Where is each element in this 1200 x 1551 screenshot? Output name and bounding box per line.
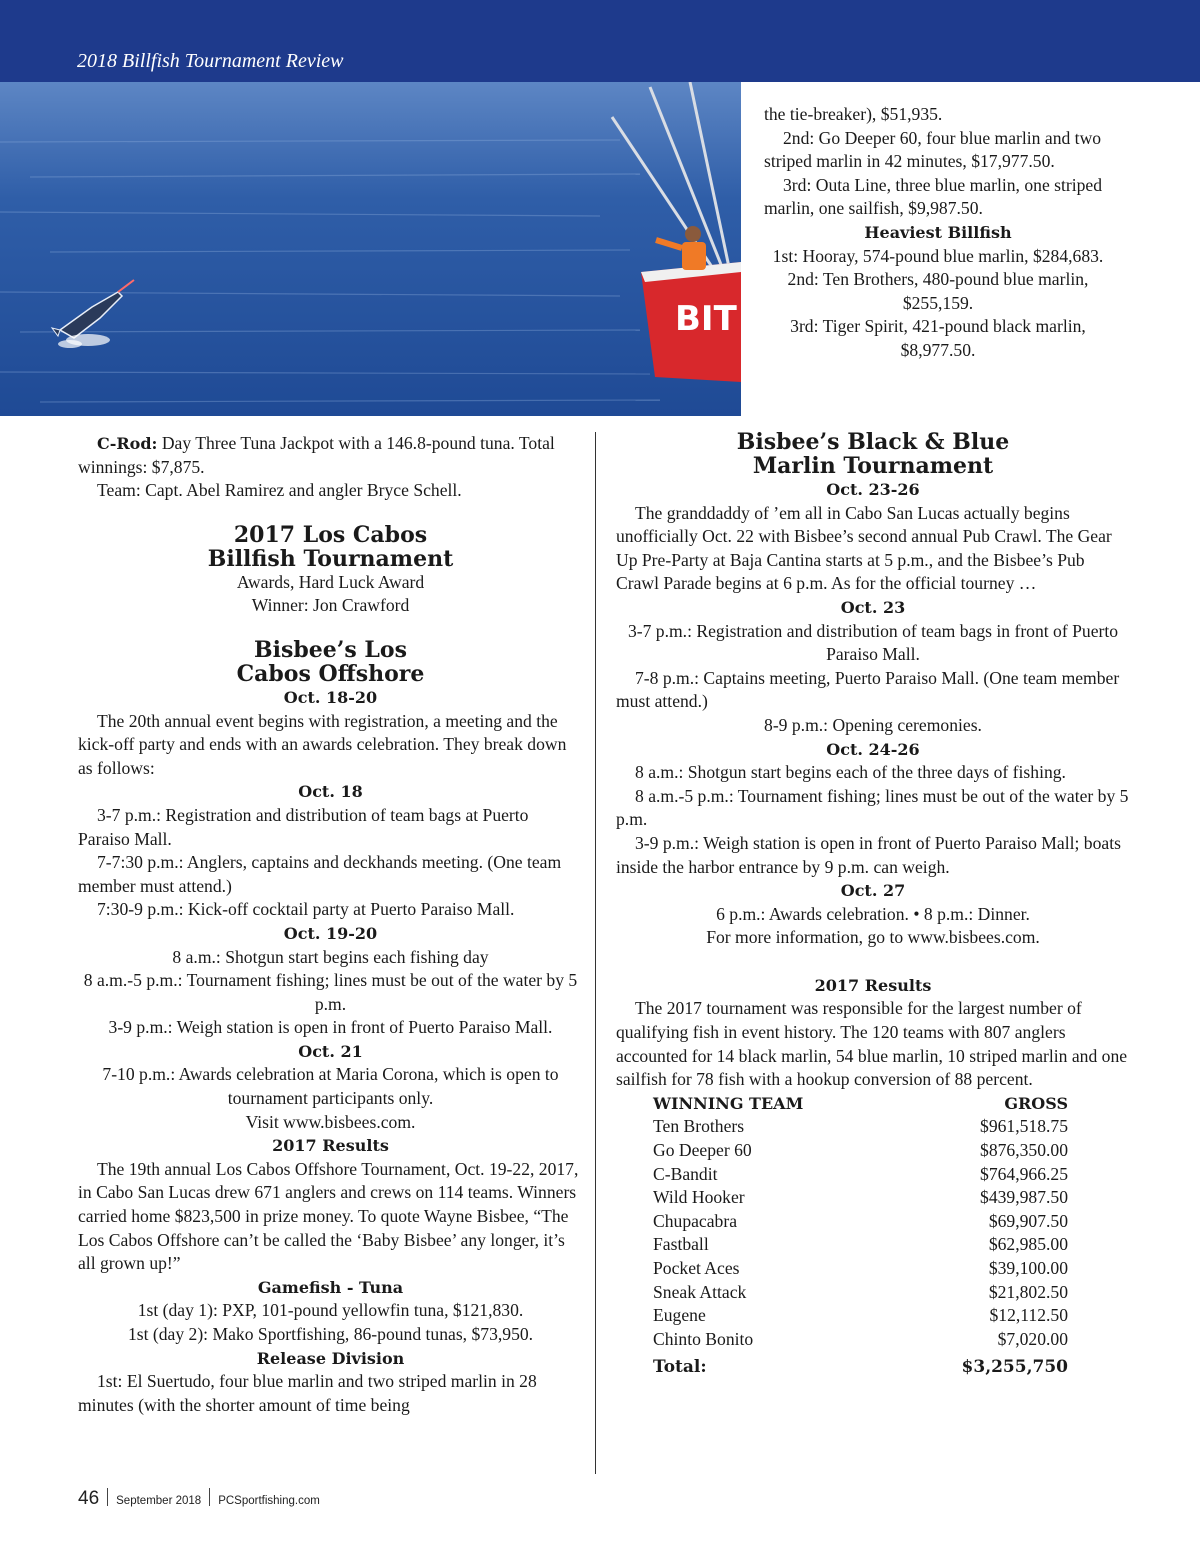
oct23-heading: Oct. 23 bbox=[840, 597, 906, 617]
oct23-item: 7-8 p.m.: Captains meeting, Puerto Paraiso Mall. (One team member must attend.) bbox=[616, 667, 1120, 712]
oct1920-item: 3-9 p.m.: Weigh station is open in front of Puerto Paraiso Mall. bbox=[108, 1017, 553, 1038]
oct1920-heading: Oct. 19-20 bbox=[283, 923, 378, 943]
release-2nd: 2nd: Go Deeper 60, four blue marlin and two striped marlin in 42 minutes, $17,977.50. bbox=[764, 127, 1102, 172]
sea-area bbox=[0, 82, 741, 416]
oct27-heading: Oct. 27 bbox=[840, 881, 906, 901]
visit-link: Visit www.bisbees.com. bbox=[245, 1111, 416, 1132]
oct23-item: 3-7 p.m.: Registration and distribution of team bags in front of Puerto Paraiso Mall. bbox=[627, 620, 1119, 665]
team-name: Ten Brothers bbox=[653, 1116, 745, 1137]
oct18-item: 7-7:30 p.m.: Anglers, captains and deckhands meeting. (One team member must attend.) bbox=[78, 852, 562, 896]
team-name: Eugene bbox=[653, 1305, 706, 1326]
team-gross: $12,112.50 bbox=[989, 1305, 1068, 1326]
release-heading: Release Division bbox=[256, 1348, 405, 1368]
gamefish-item: 1st (day 1): PXP, 101-pound yellowfin tuna, $121,830. bbox=[137, 1300, 524, 1321]
total-label: Total: bbox=[653, 1357, 707, 1378]
team-name: Chupacabra bbox=[653, 1210, 738, 1231]
right-column bbox=[616, 430, 1130, 1380]
team-gross: $69,907.50 bbox=[988, 1210, 1068, 1231]
offshore-results-text: The 19th annual Los Cabos Offshore Tournament, Oct. 19-22, 2017, in Cabo San Lucas drew 671 anglers and crews on 114 teams. Winners carried home $823,500 in prize money. To quote Wayne Bisbee, “The Los Cabos Offshore can’t be called the ‘Baby Bisbee’ any longer, it’s all grown up!” bbox=[78, 1158, 579, 1274]
black-blue-results-heading: 2017 Results bbox=[814, 975, 932, 995]
black-blue-intro: The granddaddy of ’em all in Cabo San Lucas actually begins unofficially Oct. 22 with Bisbee’s second annual Pub Crawl. The Gear Up Pre-Party at Baja Cantina starts at 5 p.m., and the Bisbee’s Pub Crawl Parade begins at 6 p.m. As for the official tourney … bbox=[616, 502, 1112, 594]
results-table bbox=[616, 1092, 1130, 1380]
oct18-item: 7:30-9 p.m.: Kick-off cocktail party at Puerto Paraiso Mall. bbox=[97, 899, 515, 920]
team-name: Sneak Attack bbox=[653, 1281, 747, 1302]
los-cabos-billfish-heading-1: 2017 Los Cabos bbox=[233, 521, 428, 548]
total-value: $3,255,750 bbox=[961, 1357, 1068, 1378]
footer-separator bbox=[107, 1488, 108, 1506]
team-name: Fastball bbox=[653, 1234, 709, 1255]
offshore-results-heading: 2017 Results bbox=[272, 1136, 389, 1156]
team-gross: $7,020.00 bbox=[997, 1328, 1068, 1349]
team-gross: $439,987.50 bbox=[980, 1187, 1068, 1208]
team-gross: $764,966.25 bbox=[980, 1163, 1068, 1184]
black-blue-heading-2: Marlin Tournament bbox=[752, 453, 994, 479]
oct2426-item: 8 a.m.-5 p.m.: Tournament fishing; lines must be out of the water by 5 p.m. bbox=[616, 785, 1129, 830]
site-name: PCSportfishing.com bbox=[218, 1495, 320, 1507]
crod-text: Day Three Tuna Jackpot with a 146.8-pound tuna. Total winnings: $7,875. bbox=[78, 433, 555, 477]
oct23-item: 8-9 p.m.: Opening ceremonies. bbox=[764, 714, 982, 735]
right-top-column bbox=[764, 103, 1112, 363]
header-bar bbox=[0, 0, 1200, 82]
team-name: C-Bandit bbox=[653, 1163, 718, 1184]
results-header-gross: GROSS bbox=[1004, 1093, 1068, 1113]
oct27-item: 6 p.m.: Awards celebration. • 8 p.m.: Dinner. bbox=[716, 903, 1030, 924]
los-cabos-billfish-heading-2: Billfish Tournament bbox=[207, 545, 454, 572]
marlin-boat-illustration bbox=[0, 82, 741, 416]
oct21-heading: Oct. 21 bbox=[298, 1041, 363, 1061]
team-name: Chinto Bonito bbox=[653, 1328, 754, 1349]
team-name: Go Deeper 60 bbox=[653, 1140, 752, 1161]
bisbees-offshore-heading-1: Bisbee’s Los bbox=[254, 636, 407, 663]
hard-luck-award: Awards, Hard Luck Award bbox=[236, 571, 425, 592]
oct18-item: 3-7 p.m.: Registration and distribution of team bags at Puerto Paraiso Mall. bbox=[78, 804, 529, 849]
team-name: Wild Hooker bbox=[653, 1187, 745, 1208]
team-gross: $21,802.50 bbox=[988, 1281, 1068, 1302]
footer-separator bbox=[209, 1488, 210, 1506]
team-name: Pocket Aces bbox=[653, 1258, 740, 1278]
release-3rd: 3rd: Outa Line, three blue marlin, one striped marlin, one sailfish, $9,987.50. bbox=[764, 174, 1103, 219]
running-header: 2018 Billfish Tournament Review bbox=[77, 50, 344, 72]
team-gross: $62,985.00 bbox=[988, 1234, 1068, 1255]
issue-date: September 2018 bbox=[116, 1495, 202, 1507]
black-blue-heading-1: Bisbee’s Black & Blue bbox=[736, 429, 1010, 455]
oct2426-heading: Oct. 24-26 bbox=[826, 739, 920, 759]
oct21-item: 7-10 p.m.: Awards celebration at Maria Corona, which is open to tournament participants only. bbox=[102, 1064, 559, 1109]
black-blue-dates: Oct. 23-26 bbox=[826, 480, 920, 499]
oct2426-item: 8 a.m.: Shotgun start begins each of the three days of fishing. bbox=[635, 762, 1066, 783]
boat-name: BIT bbox=[675, 299, 737, 339]
release-1st-continued: the tie-breaker), $51,935. bbox=[764, 104, 943, 124]
left-column bbox=[78, 432, 583, 1417]
bisbees-offshore-heading-2: Cabos Offshore bbox=[236, 660, 425, 687]
black-blue-results-text: The 2017 tournament was responsible for the largest number of qualifying fish in event history. The 120 teams with 807 anglers accounted for 14 black marlin, 54 blue marlin, 10 striped marlin and one sailfish for 78 fish with a hookup conversion of 88 percent. bbox=[616, 998, 1128, 1090]
heaviest-billfish-heading: Heaviest Billfish bbox=[864, 222, 1012, 242]
hard-luck-winner: Winner: Jon Crawford bbox=[251, 595, 410, 616]
oct1920-item: 8 a.m.-5 p.m.: Tournament fishing; lines must be out of the water by 5 p.m. bbox=[83, 970, 578, 1014]
results-header-team: WINNING TEAM bbox=[653, 1093, 804, 1113]
team-gross: $876,350.00 bbox=[980, 1140, 1068, 1161]
team-gross: $961,518.75 bbox=[980, 1116, 1068, 1137]
column-divider bbox=[595, 432, 596, 1474]
gamefish-item: 1st (day 2): Mako Sportfishing, 86-pound tunas, $73,950. bbox=[127, 1324, 534, 1344]
page-number: 46 bbox=[78, 1488, 100, 1509]
gamefish-heading: Gamefish - Tuna bbox=[257, 1277, 404, 1297]
oct27-item: For more information, go to www.bisbees.com. bbox=[706, 927, 1040, 948]
marlin-photo bbox=[0, 82, 741, 416]
release-1st: 1st: El Suertudo, four blue marlin and two striped marlin in 28 minutes (with the shorter amount of time being bbox=[78, 1371, 537, 1415]
offshore-intro: The 20th annual event begins with registration, a meeting and the kick-off party and ends with an awards celebration. They break down as follows: bbox=[78, 710, 567, 778]
heaviest-2nd: 2nd: Ten Brothers, 480-pound blue marlin, $255,159. bbox=[787, 269, 1089, 313]
team-gross: $39,100.00 bbox=[988, 1258, 1068, 1278]
heaviest-3rd: 3rd: Tiger Spirit, 421-pound black marlin, $8,977.50. bbox=[790, 316, 1086, 360]
page-footer bbox=[78, 1488, 320, 1510]
oct18-heading: Oct. 18 bbox=[298, 782, 363, 802]
oct2426-item: 3-9 p.m.: Weigh station is open in front of Puerto Paraiso Mall; boats inside the harbor entrance by 9 p.m. can weigh. bbox=[616, 832, 1121, 877]
heaviest-1st: 1st: Hooray, 574-pound blue marlin, $284,683. bbox=[772, 245, 1104, 266]
offshore-dates: Oct. 18-20 bbox=[283, 687, 378, 707]
crod-team: Team: Capt. Abel Ramirez and angler Bryce Schell. bbox=[97, 480, 462, 501]
oct1920-item: 8 a.m.: Shotgun start begins each fishing day bbox=[172, 946, 489, 967]
crod-label: C-Rod: bbox=[97, 434, 158, 453]
